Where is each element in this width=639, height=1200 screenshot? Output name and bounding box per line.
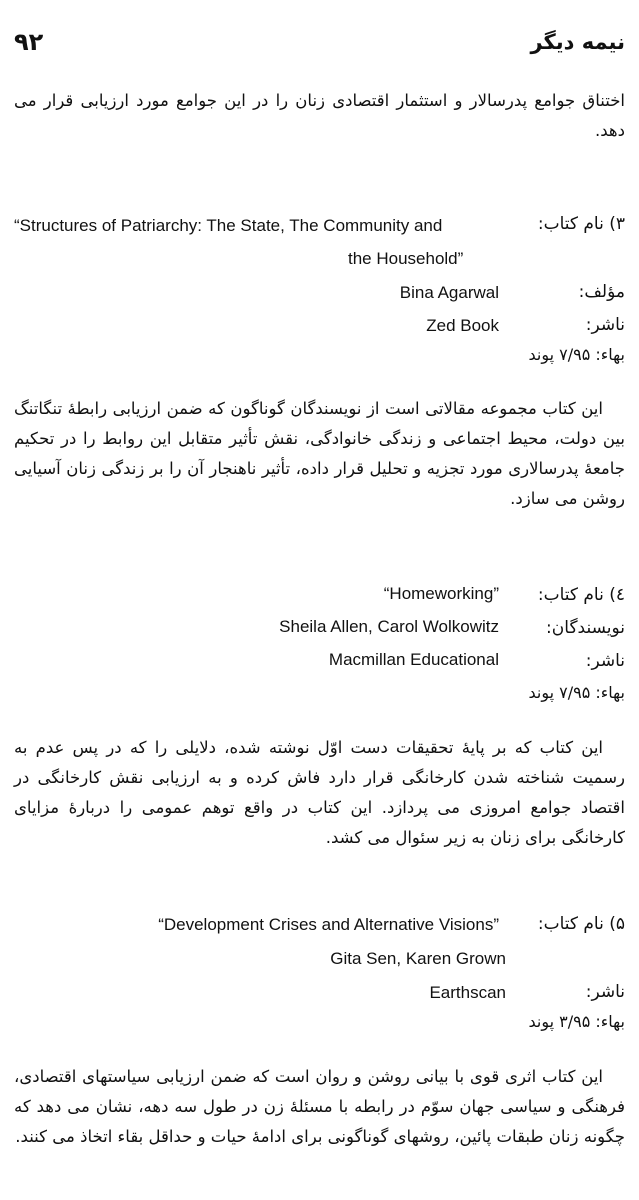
book-5-publisher: Earthscan bbox=[429, 983, 506, 1002]
book-4-author: Sheila Allen, Carol Wolkowitz bbox=[279, 617, 499, 636]
book-4-title: “Homeworking” bbox=[383, 584, 499, 603]
book-5-label: ۵) نام کتاب: bbox=[537, 914, 625, 934]
book-5-title: “Development Crises and Alternative Visions” bbox=[158, 915, 499, 934]
book-3-description: این کتاب مجموعه مقالاتی است از نویسندگان گوناگون که ضمن ارزیابی رابطهٔ تنگاتنگ بین دولت، محیط اجتماعی و زندگی خانوادگی، نقش تأثیر متقابل این روابط را در تحکیم جامعهٔ پدرسالاری مورد تجزیه و تحلیل قرار داده، تأثیر ناهنجار آن را بر زندگی زنان آسیایی روشن می سازد. bbox=[14, 399, 625, 508]
book-3-title-line2: the Household” bbox=[348, 249, 464, 268]
book-3-price: بهاء: ۷/۹۵ پوند bbox=[528, 345, 625, 364]
book-3-author-label: مؤلف: bbox=[578, 282, 625, 302]
book-4-author-label: نویسندگان: bbox=[546, 618, 625, 638]
book-3-publisher: Zed Book bbox=[426, 316, 499, 335]
book-5-author: Gita Sen, Karen Grown bbox=[330, 949, 506, 968]
book-5-price: بهاء: ۳/۹۵ پوند bbox=[528, 1012, 625, 1031]
running-header-title: نیمه دیگر bbox=[530, 30, 625, 54]
book-5-publisher-label: ناشر: bbox=[585, 982, 625, 1002]
page-number: ۹۲ bbox=[14, 28, 44, 56]
book-3-author: Bina Agarwal bbox=[399, 283, 499, 302]
book-4-description: این کتاب که بر پایهٔ تحقیقات دست اوّل نوشته شده، دلایلی را که در پس عدم به رسمیت شناخته شدن کارخانگی قرار دارد فاش کرده و به ارزیابی نقش کارخانگی در اقتصاد جوامع امروزی می پردازد. این کتاب در واقع توهم عمومی را دربارهٔ مزایای کارخانگی برای زنان به زیر سئوال می کشد. bbox=[14, 738, 625, 847]
intro-paragraph: اختناق جوامع پدرسالار و استثمار اقتصادی زنان را در این جوامع مورد ارزیابی قرار می دهد. bbox=[14, 91, 625, 140]
book-3-label: ۳) نام کتاب: bbox=[537, 214, 625, 234]
book-4-price: بهاء: ۷/۹۵ پوند bbox=[528, 683, 625, 702]
book-3-title-line1: “Structures of Patriarchy: The State, The Community and bbox=[14, 216, 443, 235]
book-4-publisher: Macmillan Educational bbox=[328, 650, 499, 669]
book-4-publisher-label: ناشر: bbox=[585, 651, 625, 671]
book-4-label: ٤) نام کتاب: bbox=[537, 585, 625, 605]
book-5-description: این کتاب اثری قوی با بیانی روشن و روان است که ضمن ارزیابی سیاستهای اقتصادی، فرهنگی و سیاسی جهان سوّم در رابطه با مسئلهٔ زن در طول سه دهه، نشان می دهد که چگونه زنان طبقات پائین، روشهای گوناگونی برای ادامهٔ حیات و حداقل بقاء اتخاذ می کنند. bbox=[14, 1067, 625, 1146]
book-3-publisher-label: ناشر: bbox=[585, 315, 625, 335]
